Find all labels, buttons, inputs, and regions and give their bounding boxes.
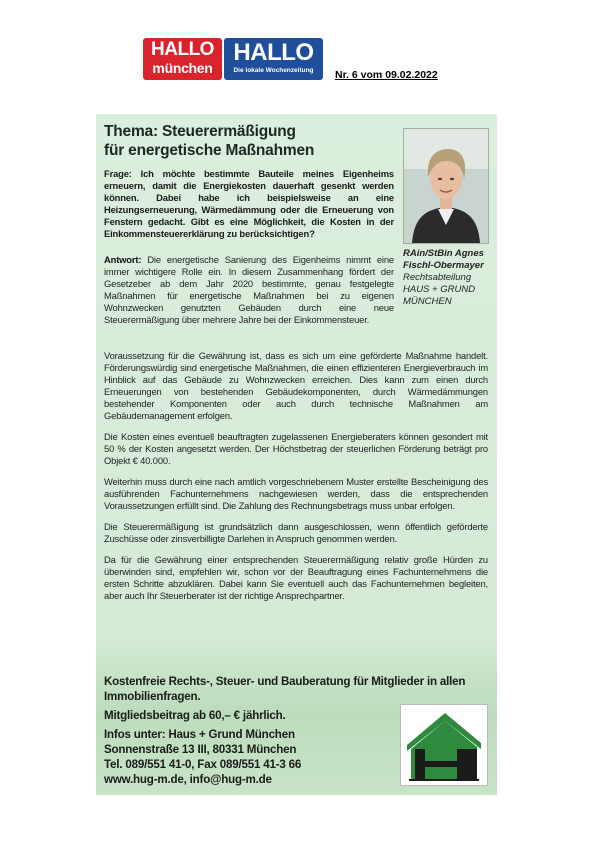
question-text: Frage: Ich möchte bestimmte Bauteile meines Eigenheims erneuern, damit die Energiekosten dauerhaft gesenkt werden können. Dabei habe ich beispielsweise an eine Heizungserneuerung, Wärmedämmung oder die Erneuerung von Fenstern gedacht. Gibt es eine Möglichkeit, die Kosten in der Einkommensteuererklärung zu berücksichtigen? [104, 168, 394, 239]
article-box [96, 114, 497, 795]
paragraph-2: Die Kosten eines eventuell beauftragten zugelassenen Energieberaters können gesondert mit 50 % der Kosten angesetzt werden. Der Höchstbetrag der steuerlichen Förderung beträgt pro Objekt € 40.000. [104, 431, 488, 466]
contact-line2: Sonnenstraße 13 III, 80331 München [104, 743, 297, 756]
author-photo [403, 128, 489, 244]
paragraph-3: Weiterhin muss durch eine nach amtlich vorgeschriebenem Muster erstellte Bescheinigung des ausführenden Fachunternehmens nachgewiesen werden, dass die entsprechenden Voraussetzungen erfüllt sind. Die Zahlung des Rechnungsbetrags muss unbar erfolgen. [104, 476, 488, 511]
logo-red-line2: münchen [152, 60, 213, 76]
hallo-muenchen-logo [143, 38, 222, 80]
caption-name1: RAin/StBin Agnes [403, 248, 484, 259]
hallo-wochenzeitung-logo [224, 38, 323, 80]
article-title [104, 122, 394, 160]
logo-blue-line2: Die lokale Wochenzeitung [233, 67, 314, 74]
footer-line2: Mitgliedsbeitrag ab 60,– € jährlich. [104, 709, 286, 722]
house-icon [401, 705, 487, 785]
contact-line1: Infos unter: Haus + Grund München [104, 728, 295, 741]
portrait-image [404, 129, 488, 243]
issue-date: Nr. 6 vom 09.02.2022 [335, 69, 438, 81]
paragraph-5: Da für die Gewährung einer entsprechenden Steuerermäßigung relativ große Hürden zu überwinden sind, empfehlen wir, schon vor der Beauftragung eines Fachunternehmens die ersten Schritte abzuklären. Dabei kann Sie eventuell auch das Fachunternehmen begleiten, aber auch Ihr Steuerberater ist der richtige Ansprechpartner. [104, 554, 488, 601]
contact-line3: Tel. 089/551 41-0, Fax 089/551 41-3 66 [104, 758, 302, 771]
article-body [104, 350, 488, 611]
title-line2: für energetische Maßnahmen [104, 142, 315, 159]
caption-role3: MÜNCHEN [403, 296, 452, 307]
contact-line4: www.hug-m.de, info@hug-m.de [104, 773, 272, 786]
answer-text [104, 254, 394, 326]
answer-body: Die energetische Sanierung des Eigenheims nimmt eine immer wichtigere Rolle ein. In diesem Zusammenhang fördert der Gesetzeber ab dem Jahr 2020 bestimmte, genau festgelegte Maßnahmen für energetische Maßnahmen bei zu eigenen Wohnzwecken genutzten Gebäuden durch eine neue Steuerermäßigung über mehrere Jahre bei der Einkommensteuer. [104, 254, 394, 325]
logo-red-line1: HALLO [151, 39, 214, 60]
caption-role1: Rechtsabteilung [403, 272, 472, 283]
answer-label: Antwort: [104, 254, 142, 265]
title-line1: Thema: Steuerermäßigung [104, 123, 296, 140]
author-caption [403, 248, 495, 308]
caption-name2: Fischl-Obermayer [403, 260, 484, 271]
paragraph-1: Voraussetzung für die Gewährung ist, dass es sich um eine geförderte Maßnahme handelt. Förderungswürdig sind energetische Maßnahmen, die einen effizienteren Energieverbrauch im Hinblick auf das Gebäude zu Wohnzwecken erreichen. Dies kann zum einen durch Erneuerungen von bestehenden Gebäudekomponenten, durch Wärmedämmungen bestehender Komponenten oder auch durch technische Maßnahmen am Gebäudemanagement erfolgen. [104, 350, 488, 421]
paragraph-4: Die Steuerermäßigung ist grundsätzlich dann ausgeschlossen, wenn öffentlich geförderte Zuschüsse oder zinsverbilligte Darlehen in Anspruch genommen werden. [104, 521, 488, 544]
haus-und-grund-logo [400, 704, 488, 786]
logo-blue-line1: HALLO [233, 39, 314, 66]
caption-role2: HAUS + GRUND [403, 284, 476, 295]
footer-line1: Kostenfreie Rechts-, Steuer- und Bauberatung für Mitglieder in allen Immobilienfragen. [104, 675, 466, 703]
